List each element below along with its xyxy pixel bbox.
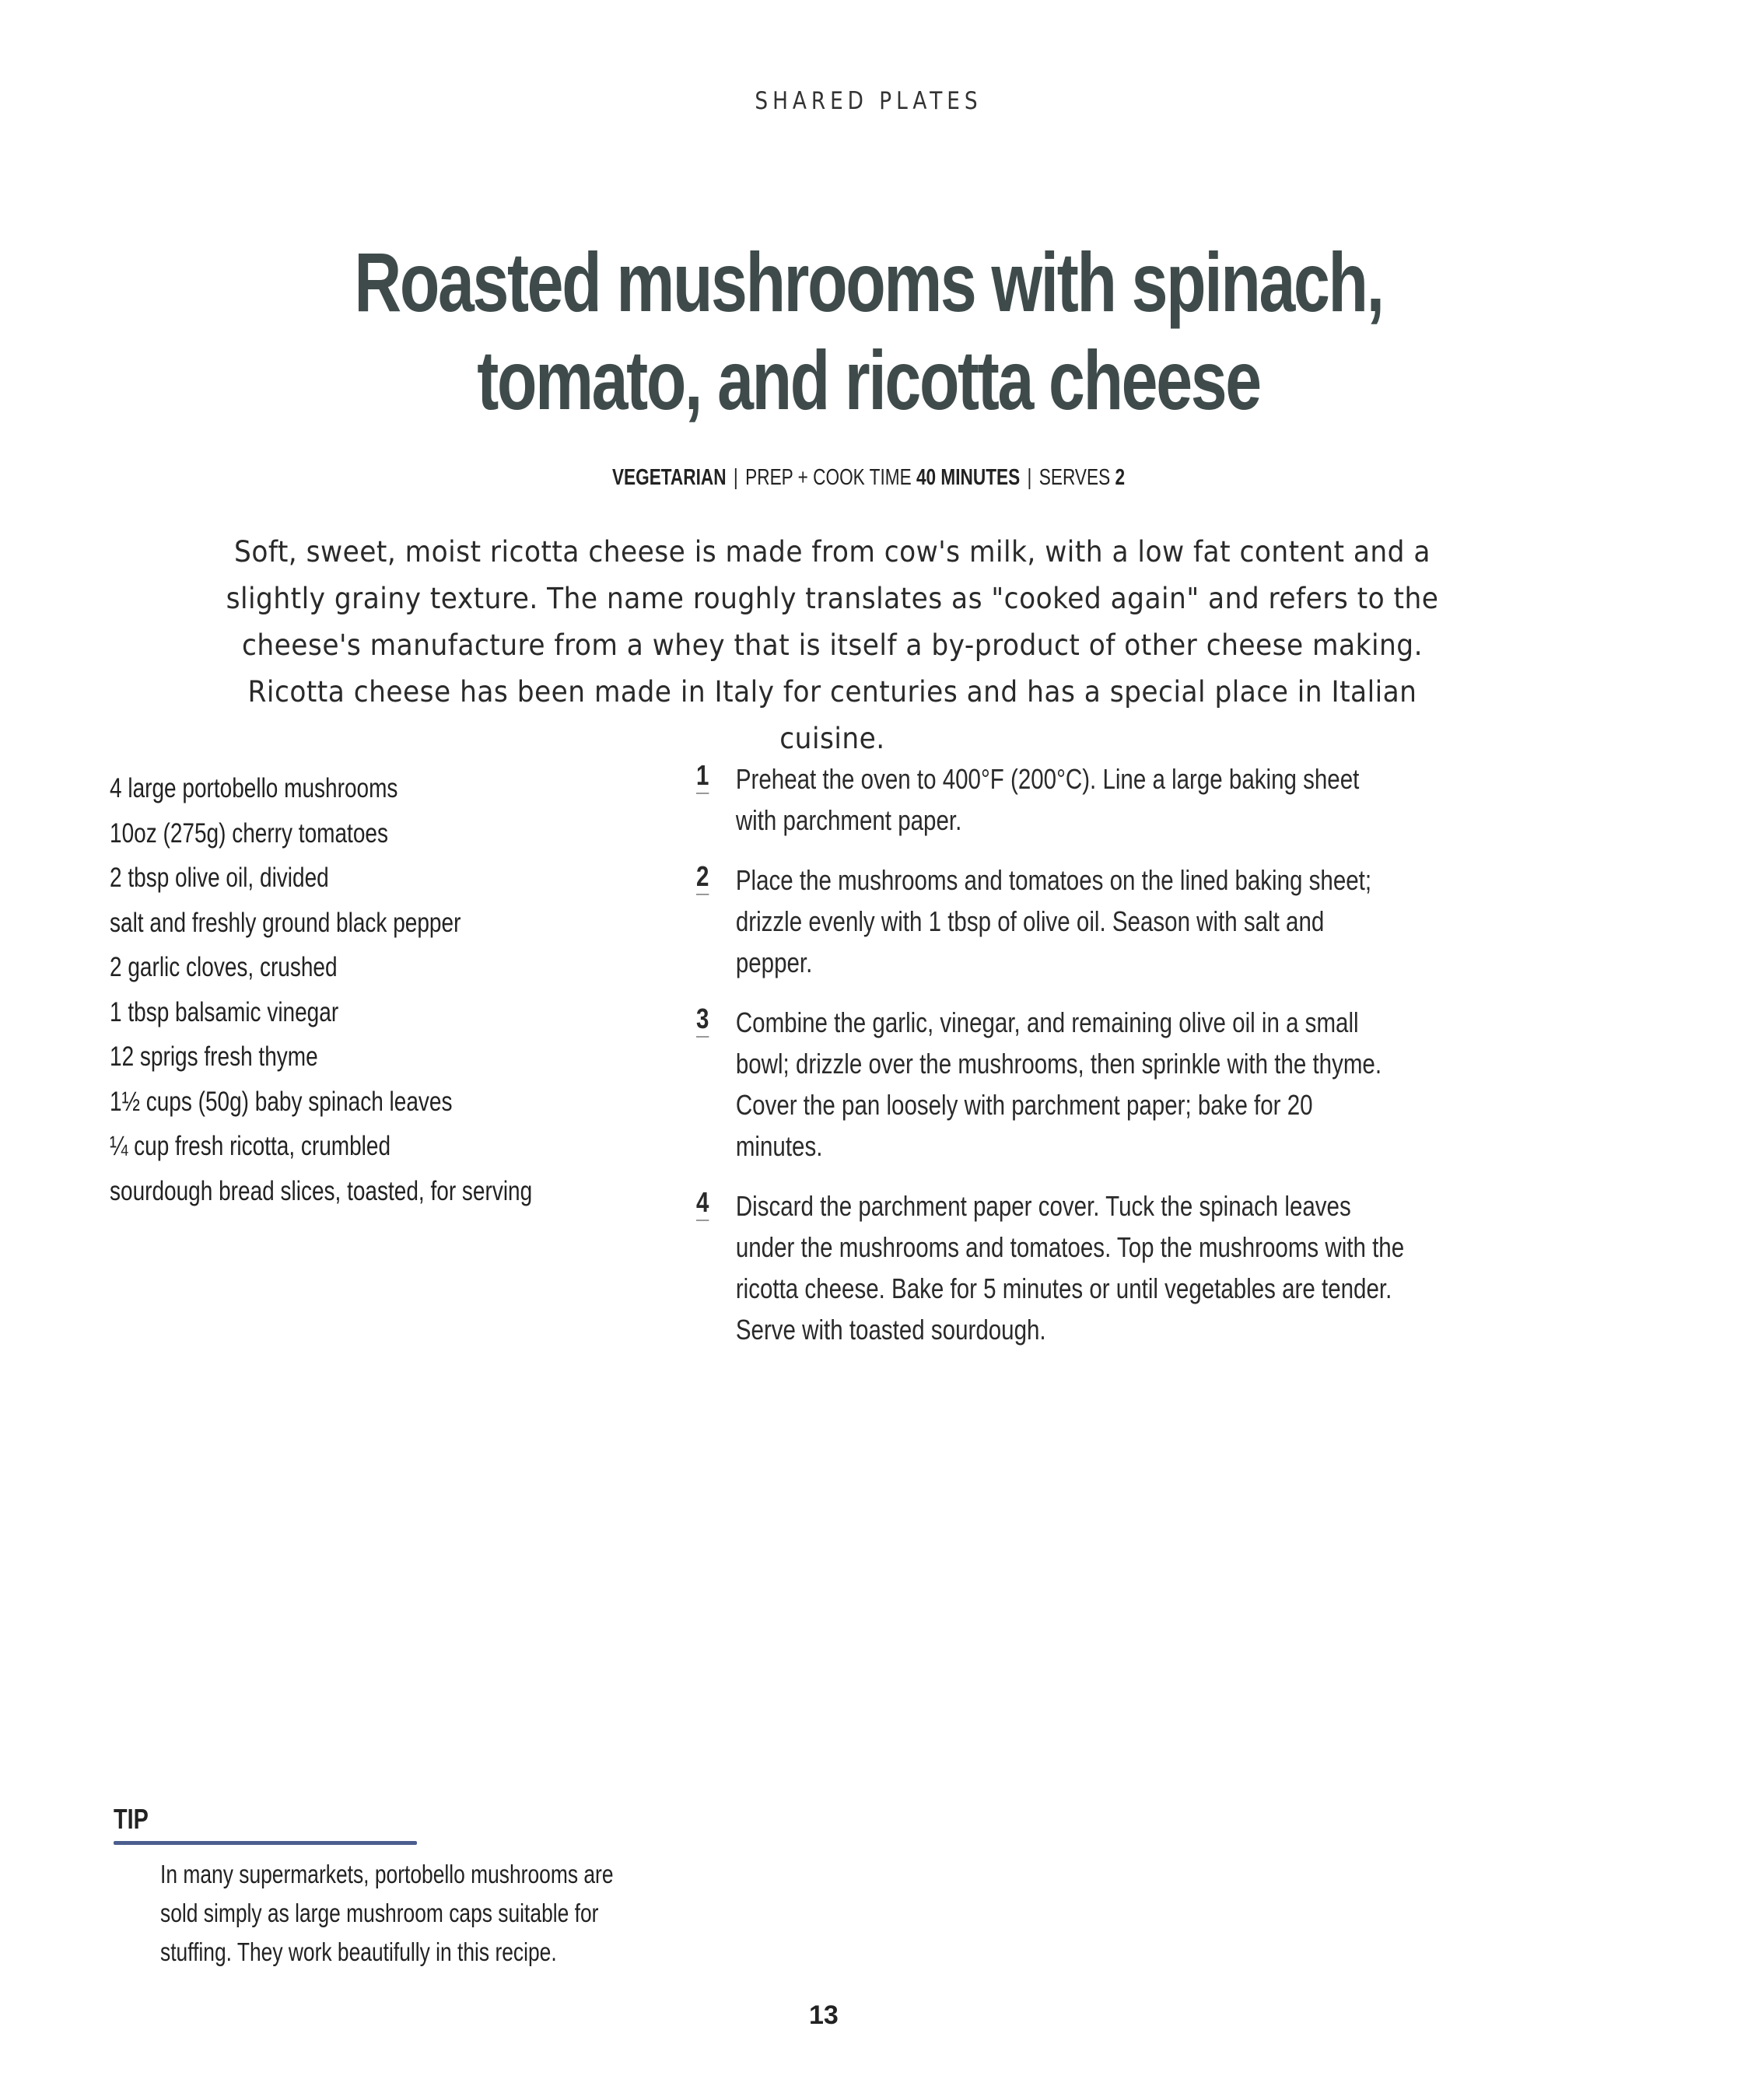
tip-line: stuffing. They work beautifully in this recipe. [160,1937,557,1966]
tip-line: In many supermarkets, portobello mushrooms are [160,1860,614,1888]
ingredient-item: ¼ cup fresh ricotta, crumbled [110,1131,391,1161]
method-step [696,758,1404,841]
tip-line: sold simply as large mushroom caps suitable for [160,1899,599,1927]
recipe-title-line-2: tomato, and ricotta cheese [477,333,1260,427]
step-text: Preheat the oven to 400°F (200°C). Line a large baking sheet with parchment paper. [735,763,1360,836]
method-step [696,1002,1404,1167]
intro-paragraph: Soft, sweet, moist ricotta cheese is made from cow's milk, with a low fat content and a slightly grainy texture. The name roughly translates as "cooked again" and refers to the cheese's manufacture from a whey that is itself a by-product of other cheese making. Ricotta cheese has been made in Italy for centuries and has a special place in Italian cuisine. [226,535,1439,755]
ingredient-item: 1 tbsp balsamic vinegar [110,996,339,1027]
step-text: Discard the parchment paper cover. Tuck the spinach leaves under the mushrooms and tomatoes. Top the mushrooms with the ricotta cheese. Bake for 5 minutes or until vegetables are tender. Serve with toasted sourdough. [735,1190,1405,1346]
separator: | [733,465,738,490]
recipe-meta [191,465,1546,491]
step-text: Place the mushrooms and tomatoes on the lined baking sheet; drizzle evenly with 1 tbsp of olive oil. Season with salt and pepper. [735,864,1372,978]
page-number: 13 [809,2000,839,2030]
step-number: 3 [696,1002,709,1038]
ingredient-item: 2 garlic cloves, crushed [110,952,338,982]
tip-heading: TIP [114,1803,149,1835]
step-number: 1 [696,758,709,794]
ingredient-item: sourdough bread slices, toasted, for serving [110,1175,533,1206]
ingredient-item: 2 tbsp olive oil, divided [110,863,329,893]
serves-label: SERVES [1038,465,1111,490]
method-step [696,859,1404,983]
recipe-title-line-1: Roasted mushrooms with spinach, [354,235,1383,329]
section-header: SHARED PLATES [755,87,982,115]
step-number: 4 [696,1185,709,1221]
time-value: 40 MINUTES [916,465,1021,490]
tip-text [160,1855,614,1972]
ingredients-list [110,766,532,1213]
time-label: PREP + COOK TIME [745,465,912,490]
recipe-title [191,233,1546,429]
ingredient-item: salt and freshly ground black pepper [110,907,461,938]
ingredient-item: 10oz (275g) cherry tomatoes [110,817,388,849]
step-number: 2 [696,859,709,895]
method-steps [696,758,1404,1369]
ingredient-item: 1½ cups (50g) baby spinach leaves [110,1086,453,1117]
ingredient-item: 4 large portobello mushrooms [110,773,398,803]
ingredient-item: 12 sprigs fresh thyme [110,1041,318,1072]
tip-divider [114,1841,417,1845]
serves-value: 2 [1115,465,1126,490]
step-text: Combine the garlic, vinegar, and remaining olive oil in a small bowl; drizzle over the mushrooms, then sprinkle with the thyme. Cover the pan loosely with parchment paper; bake for 20 minutes. [735,1006,1382,1162]
diet-label: VEGETARIAN [611,465,727,490]
separator: | [1027,465,1032,490]
method-step [696,1185,1404,1350]
